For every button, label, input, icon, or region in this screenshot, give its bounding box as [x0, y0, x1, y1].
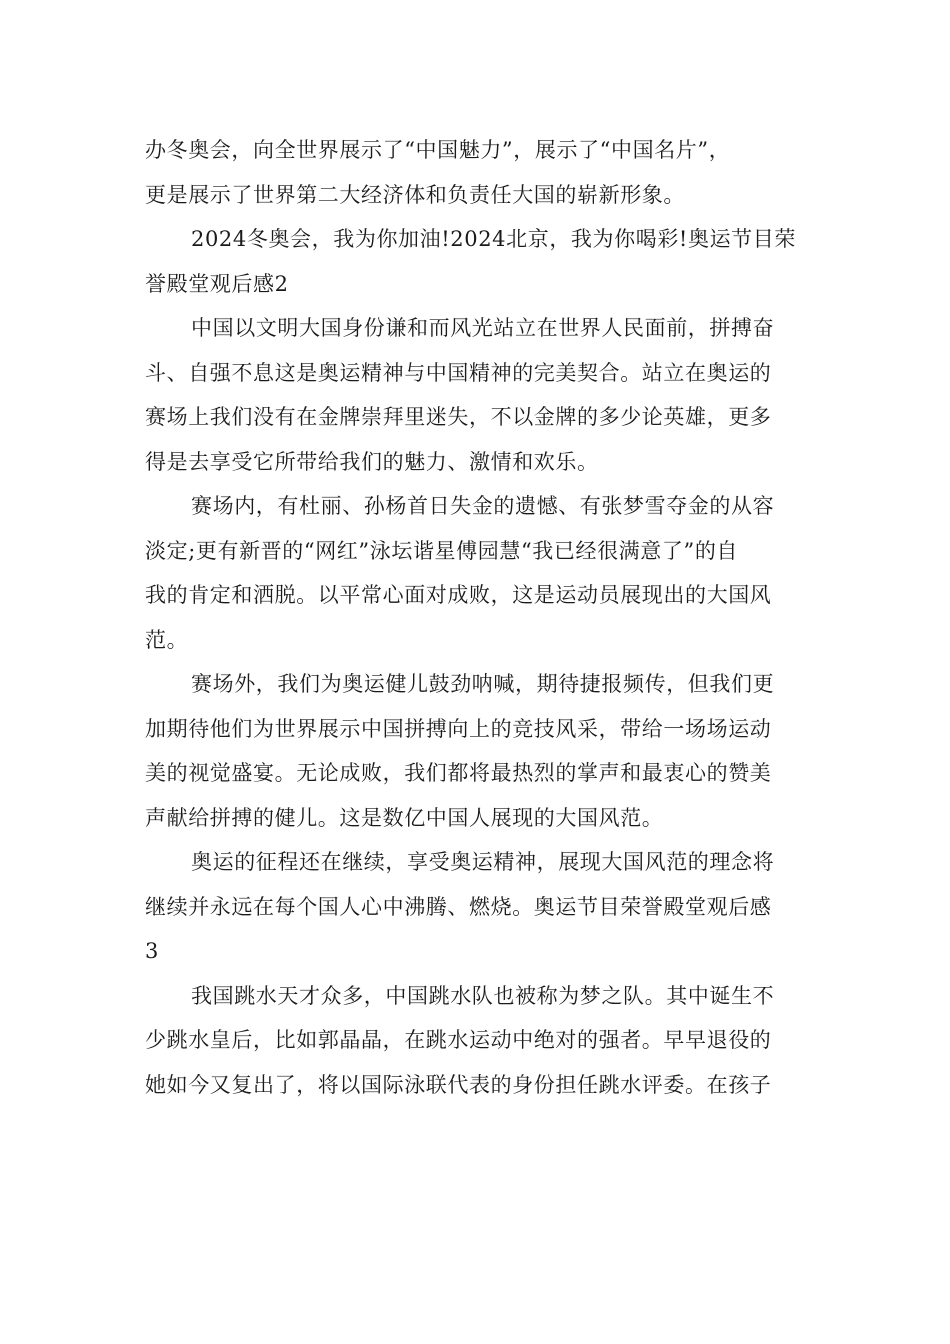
text-line: 加期待他们为世界展示中国拼搏向上的竞技风采，带给一场场运动	[145, 716, 772, 741]
text-line: 她如今又复出了，将以国际泳联代表的身份担任跳水评委。在孩子	[145, 1072, 772, 1097]
text-line: 得是去享受它所带给我们的魅力、激情和欢乐。	[145, 449, 599, 474]
text-line: 淡定;更有新晋的“网红”泳坛谐星傅园慧“我已经很满意了”的自	[145, 538, 739, 563]
paragraph-1	[145, 128, 805, 217]
paragraph-7	[145, 974, 805, 1108]
text-line: 斗、自强不息这是奥运精神与中国精神的完美契合。站立在奥运的	[145, 360, 772, 385]
text-line: 3	[145, 939, 159, 963]
paragraph-2	[145, 217, 805, 306]
text-line: 声献给拼搏的健儿。这是数亿中国人展现的大国风范。	[145, 805, 664, 830]
paragraph-4	[145, 484, 805, 662]
text-line: 2024冬奥会，我为你加油!2024北京，我为你喝彩!奥运节目荣	[191, 227, 796, 251]
text-line: 少跳水皇后，比如郭晶晶，在跳水运动中绝对的强者。早早退役的	[145, 1028, 772, 1052]
text-line: 范。	[145, 627, 189, 652]
text-line: 中国以文明大国身份谦和而风光站立在世界人民面前，拼搏奋	[191, 316, 775, 340]
paragraph-5	[145, 662, 805, 840]
paragraph-3	[145, 306, 805, 484]
text-line: 赛场内，有杜丽、孙杨首日失金的遗憾、有张梦雪夺金的从容	[191, 494, 775, 518]
text-line: 誉殿堂观后感2	[145, 271, 289, 296]
text-line: 办冬奥会，向全世界展示了“中国魅力”，展示了“中国名片”，	[145, 138, 731, 162]
document-body	[145, 128, 805, 1107]
text-line: 我的肯定和洒脱。以平常心面对成败，这是运动员展现出的大国风	[145, 583, 772, 607]
text-line: 更是展示了世界第二大经济体和负责任大国的崭新形象。	[145, 182, 685, 207]
text-line: 继续并永远在每个国人心中沸腾、燃烧。奥运节目荣誉殿堂观后感	[145, 894, 772, 919]
text-line: 奥运的征程还在继续，享受奥运精神，展现大国风范的理念将	[191, 850, 775, 874]
text-line: 我国跳水天才众多，中国跳水队也被称为梦之队。其中诞生不	[191, 983, 775, 1008]
text-line: 赛场上我们没有在金牌崇拜里迷失，不以金牌的多少论英雄，更多	[145, 405, 772, 429]
paragraph-6	[145, 840, 805, 974]
text-line: 赛场外，我们为奥运健儿鼓劲呐喊，期待捷报频传，但我们更	[191, 672, 775, 696]
text-line: 美的视觉盛宴。无论成败，我们都将最热烈的掌声和最衷心的赞美	[145, 761, 772, 785]
